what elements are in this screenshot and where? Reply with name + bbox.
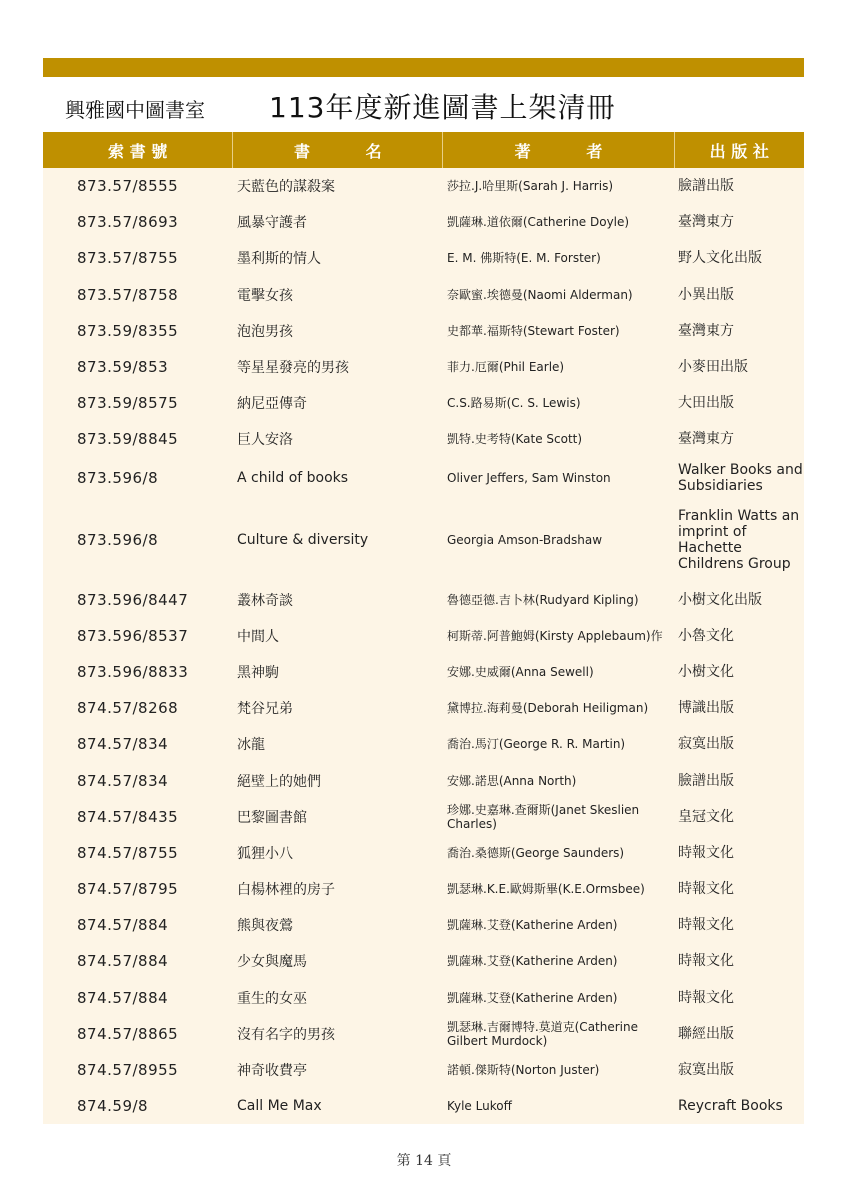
author-cell: 安娜.史威爾(Anna Sewell) — [447, 664, 594, 679]
table-row — [43, 871, 804, 907]
table-row — [43, 313, 804, 349]
publisher-cell: 臺灣東方 — [678, 322, 734, 339]
table-row — [43, 277, 804, 313]
book-title-cell: 冰龍 — [237, 737, 265, 754]
call-number-cell: 873.596/8 — [77, 468, 159, 487]
author-cell: Oliver Jeffers, Sam Winston — [447, 470, 611, 485]
book-list-table — [43, 132, 804, 1124]
author-cell: 凱薩琳.艾登(Katherine Arden) — [447, 954, 618, 969]
col-header-title: 書 名 — [233, 132, 443, 168]
publisher-cell: 小魯文化 — [678, 627, 734, 644]
author-cell: 安娜.諾思(Anna North) — [447, 773, 577, 788]
call-number-cell: 873.59/8355 — [77, 321, 179, 340]
page-title: 113年度新進圖書上架清冊 — [269, 91, 616, 124]
publisher-cell: 時報文化 — [678, 917, 734, 934]
table-row — [43, 943, 804, 979]
table-row — [43, 726, 804, 762]
author-cell: Georgia Amson-Bradshaw — [447, 532, 603, 547]
publisher-cell: Walker Books and Subsidiaries — [678, 461, 803, 494]
table-row — [43, 835, 804, 871]
page-header — [43, 86, 804, 130]
publisher-cell: 小樹文化出版 — [678, 591, 762, 608]
book-title-cell: Culture & diversity — [237, 531, 369, 548]
book-title-cell: 白楊林裡的房子 — [237, 882, 335, 899]
table-row — [43, 498, 804, 582]
call-number-cell: 874.57/8755 — [77, 843, 179, 862]
book-title-cell: 沒有名字的男孩 — [237, 1026, 335, 1043]
publisher-cell: 臉譜出版 — [678, 178, 734, 195]
table-row — [43, 168, 804, 204]
call-number-cell: 874.57/8955 — [77, 1061, 179, 1080]
table-body — [43, 168, 804, 1124]
book-title-cell: 巴黎圖書館 — [237, 809, 307, 826]
author-cell: 魯德亞德.吉卜林(Rudyard Kipling) — [447, 592, 639, 607]
book-title-cell: 熊與夜鶯 — [237, 918, 293, 935]
call-number-cell: 873.596/8 — [77, 530, 159, 549]
call-number-cell: 873.59/8575 — [77, 394, 179, 413]
publisher-cell: 時報文化 — [678, 881, 734, 898]
call-number-cell: 873.57/8555 — [77, 177, 179, 196]
publisher-cell: 野人文化出版 — [678, 250, 762, 267]
table-row — [43, 618, 804, 654]
publisher-cell: Franklin Watts an imprint of Hachette Childrens Group — [678, 507, 800, 572]
book-title-cell: 納尼亞傳奇 — [237, 396, 307, 413]
author-cell: 黛博拉.海莉曼(Deborah Heiligman) — [447, 701, 649, 716]
table-header — [43, 132, 804, 168]
table-row — [43, 907, 804, 943]
call-number-cell: 874.57/884 — [77, 916, 169, 935]
col-header-call-number: 索 書 號 — [43, 132, 233, 168]
publisher-cell: 時報文化 — [678, 844, 734, 861]
table-row — [43, 980, 804, 1016]
author-cell: 凱瑟琳.吉爾博特.莫道克(Catherine Gilbert Murdock) — [447, 1019, 638, 1048]
call-number-cell: 873.57/8693 — [77, 213, 179, 232]
publisher-cell: 小麥田出版 — [678, 359, 748, 376]
table-row — [43, 799, 804, 835]
publisher-cell: 時報文化 — [678, 953, 734, 970]
table-row — [43, 582, 804, 618]
call-number-cell: 874.57/884 — [77, 988, 169, 1007]
book-title-cell: 絕壁上的她們 — [237, 773, 321, 790]
book-title-cell: 天藍色的謀殺案 — [237, 179, 335, 196]
call-number-cell: 873.57/8758 — [77, 285, 179, 304]
author-cell: 凱特.史考特(Kate Scott) — [447, 432, 583, 447]
author-cell: 珍娜.史嘉琳.查爾斯(Janet Skeslien Charles) — [447, 802, 640, 831]
publisher-cell: 時報文化 — [678, 989, 734, 1006]
book-title-cell: 叢林奇談 — [237, 592, 293, 609]
col-header-publisher: 出 版 社 — [709, 141, 769, 161]
publisher-cell: 臉譜出版 — [678, 772, 734, 789]
book-title-cell: 中間人 — [237, 628, 279, 645]
book-title-cell: 巨人安洛 — [237, 432, 293, 449]
publisher-cell: 聯經出版 — [678, 1025, 734, 1042]
book-title-cell: 黑神駒 — [237, 664, 279, 681]
publisher-cell: 博識出版 — [678, 700, 734, 717]
table-row — [43, 762, 804, 798]
table-row — [43, 654, 804, 690]
call-number-cell: 873.596/8447 — [77, 590, 189, 609]
publisher-cell: 小異出版 — [678, 286, 734, 303]
book-title-cell: Call Me Max — [237, 1098, 322, 1115]
table-row — [43, 690, 804, 726]
school-name: 興雅國中圖書室 — [65, 98, 205, 122]
top-accent-bar — [43, 58, 804, 77]
author-cell: 喬治.馬汀(George R. R. Martin) — [447, 737, 626, 752]
author-cell: 莎拉.J.哈里斯(Sarah J. Harris) — [447, 179, 613, 194]
author-cell: Kyle Lukoff — [447, 1099, 512, 1114]
publisher-cell: 寂寞出版 — [678, 736, 734, 753]
call-number-cell: 873.59/8845 — [77, 430, 179, 449]
call-number-cell: 873.57/8755 — [77, 249, 179, 268]
call-number-cell: 874.59/8 — [77, 1097, 149, 1116]
publisher-cell: 臺灣東方 — [678, 214, 734, 231]
table-row — [43, 458, 804, 498]
author-cell: 諾頓.傑斯特(Norton Juster) — [447, 1063, 600, 1078]
call-number-cell: 874.57/8268 — [77, 699, 179, 718]
publisher-cell: 寂寞出版 — [678, 1062, 734, 1079]
table-row — [43, 204, 804, 240]
book-title-cell: 少女與魔馬 — [237, 954, 307, 971]
table-row — [43, 240, 804, 276]
author-cell: 柯斯蒂.阿普鮑姆(Kirsty Applebaum)作 — [447, 628, 663, 643]
author-cell: C.S.路易斯(C. S. Lewis) — [447, 396, 581, 411]
publisher-cell: Reycraft Books — [678, 1098, 783, 1115]
book-title-cell: 墨利斯的情人 — [237, 251, 321, 268]
table-row — [43, 1052, 804, 1088]
call-number-cell: 874.57/834 — [77, 735, 169, 754]
publisher-cell: 臺灣東方 — [678, 431, 734, 448]
call-number-cell: 874.57/8795 — [77, 880, 179, 899]
table-row — [43, 385, 804, 421]
table-row — [43, 1088, 804, 1124]
call-number-cell: 874.57/8865 — [77, 1024, 179, 1043]
author-cell: 喬治.桑德斯(George Saunders) — [447, 845, 625, 860]
call-number-cell: 873.596/8833 — [77, 662, 189, 681]
call-number-cell: 874.57/8435 — [77, 807, 179, 826]
book-title-cell: 電擊女孩 — [237, 287, 293, 304]
author-cell: 凱瑟琳.K.E.歐姆斯畢(K.E.Ormsbee) — [447, 882, 645, 897]
publisher-cell: 大田出版 — [678, 395, 734, 412]
author-cell: 奈歐蜜.埃德曼(Naomi Alderman) — [447, 287, 633, 302]
page-number: 第 14 頁 — [396, 1153, 452, 1169]
publisher-cell: 小樹文化 — [678, 663, 734, 680]
call-number-cell: 874.57/884 — [77, 952, 169, 971]
table-row — [43, 349, 804, 385]
call-number-cell: 873.596/8537 — [77, 626, 189, 645]
book-title-cell: 狐狸小八 — [237, 845, 293, 862]
table-row — [43, 421, 804, 457]
author-cell: 菲力.厄爾(Phil Earle) — [447, 360, 565, 375]
call-number-cell: 873.59/853 — [77, 358, 169, 377]
book-title-cell: 泡泡男孩 — [237, 323, 293, 340]
author-cell: E. M. 佛斯特(E. M. Forster) — [447, 251, 601, 266]
author-cell: 凱薩琳.道依爾(Catherine Doyle) — [447, 215, 630, 230]
book-title-cell: 重生的女巫 — [237, 990, 307, 1007]
author-cell: 凱薩琳.艾登(Katherine Arden) — [447, 918, 618, 933]
col-header-author: 著 者 — [443, 132, 674, 168]
book-title-cell: 梵谷兄弟 — [237, 701, 293, 718]
call-number-cell: 874.57/834 — [77, 771, 169, 790]
book-title-cell: A child of books — [237, 469, 349, 486]
book-title-cell: 風暴守護者 — [237, 215, 307, 232]
table-row — [43, 1016, 804, 1052]
author-cell: 史都華.福斯特(Stewart Foster) — [447, 323, 620, 338]
book-title-cell: 神奇收費亭 — [237, 1063, 307, 1080]
author-cell: 凱薩琳.艾登(Katherine Arden) — [447, 990, 618, 1005]
publisher-cell: 皇冠文化 — [678, 808, 734, 825]
book-title-cell: 等星星發亮的男孩 — [237, 360, 349, 377]
